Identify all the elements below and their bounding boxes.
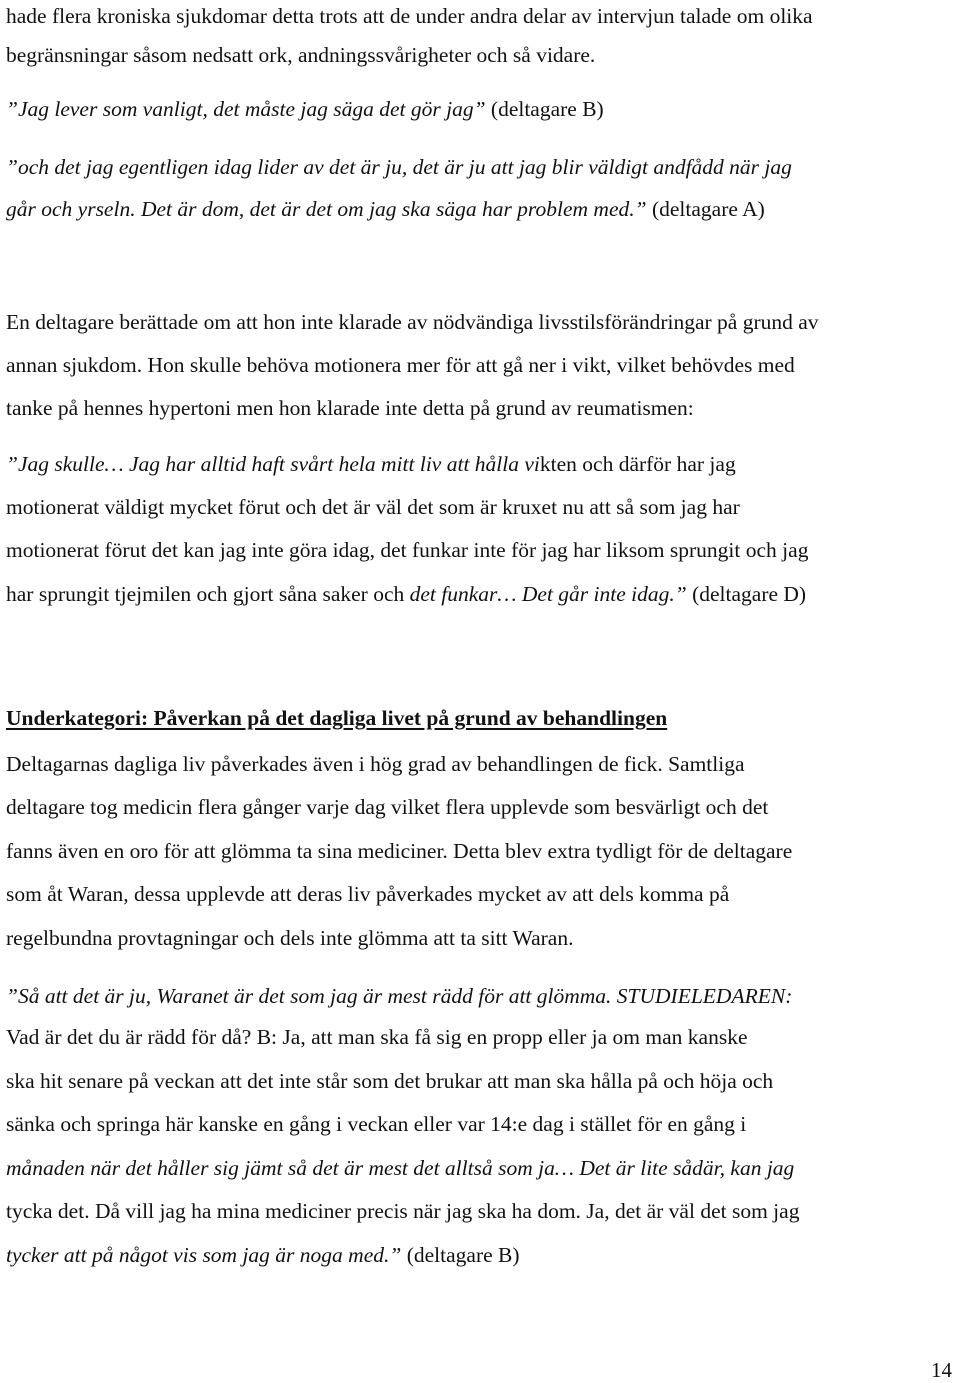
text-segment: Deltagarnas dagliga liv påverkades även i hög grad av behandlingen de fick. Samtliga (6, 752, 745, 776)
text-segment: motionerat förut det kan jag inte göra idag, det funkar inte för jag har liksom sprungit och jag (6, 538, 809, 562)
text-segment: (deltagare D) (686, 582, 807, 606)
text-segment: motionerat väldigt mycket förut och det är väl det som är kruxet nu att så som jag har (6, 495, 740, 519)
italic-quote-segment: ”och det jag egentligen idag lider av det är ju, det är ju att jag blir väldigt andfådd när jag (6, 155, 792, 179)
text-segment: Vad är det du är rädd för då? B: Ja, att man ska få sig en propp eller ja om man kanske (6, 1025, 748, 1049)
italic-quote-segment: ”Jag skulle… Jag har alltid haft svårt hela mitt liv att hålla vi (6, 452, 540, 476)
text-line (6, 838, 792, 864)
text-segment: sänka och springa här kanske en gång i veckan eller var 14:e dag i stället för en gång i (6, 1112, 747, 1136)
text-line (6, 881, 729, 907)
section-heading (6, 705, 667, 731)
italic-quote-segment: ”Så att det är ju, Waranet är det som jag är mest rädd för att glömma. STUDIELEDAREN: (6, 984, 793, 1008)
text-line (6, 1198, 799, 1224)
italic-quote-segment: ”Jag lever som vanligt, det måste jag säga det gör jag” (6, 97, 486, 121)
italic-quote-segment: går och yrseln. Det är dom, det är det om jag ska säga har problem med.” (6, 197, 647, 221)
italic-quote-segment: tycker att på något vis som jag är noga med.” (6, 1243, 402, 1267)
text-segment: fanns även en oro för att glömma ta sina mediciner. Detta blev extra tydligt för de deltagare (6, 839, 793, 863)
text-segment: tycka det. Då vill jag ha mina mediciner precis när jag ska ha dom. Ja, det är väl det som jag (6, 1199, 800, 1223)
text-line (6, 309, 819, 335)
text-line (6, 395, 694, 421)
text-line (6, 451, 736, 477)
text-line (6, 925, 573, 951)
text-segment: hade flera kroniska sjukdomar detta trots att de under andra delar av intervjun talade om olika (6, 4, 813, 28)
text-line (6, 96, 604, 122)
italic-quote-segment: det funkar… Det går inte idag.” (409, 582, 687, 606)
text-line (6, 196, 765, 222)
text-segment: (deltagare A) (646, 197, 765, 221)
italic-quote-segment: månaden när det håller sig jämt så det är mest det alltså som ja… Det är lite sådär, kan jag (6, 1156, 795, 1180)
text-line (6, 3, 813, 29)
text-line (6, 42, 595, 68)
text-segment: kten och därför har jag (539, 452, 736, 476)
text-segment: annan sjukdom. Hon skulle behöva motionera mer för att gå ner i vikt, vilket behövdes med (6, 353, 795, 377)
text-segment: regelbundna provtagningar och dels inte glömma att ta sitt Waran. (6, 926, 574, 950)
text-line (6, 1024, 748, 1050)
text-line (6, 537, 808, 563)
text-segment: (deltagare B) (401, 1243, 520, 1267)
text-segment: En deltagare berättade om att hon inte klarade av nödvändiga livsstilsförändringar på grund av (6, 310, 819, 334)
text-line (6, 1068, 773, 1094)
text-segment: ska hit senare på veckan att det inte står som det brukar att man ska hålla på och höja och (6, 1069, 774, 1093)
text-segment: deltagare tog medicin flera gånger varje dag vilket flera upplevde som besvärligt och det (6, 795, 769, 819)
text-line (6, 751, 745, 777)
text-segment: (deltagare B) (485, 97, 604, 121)
text-line (6, 581, 806, 607)
text-segment: som åt Waran, dessa upplevde att deras liv påverkades mycket av att dels komma på (6, 882, 730, 906)
text-segment: begränsningar såsom nedsatt ork, andningssvårigheter och så vidare. (6, 43, 596, 67)
text-line (6, 1155, 794, 1181)
text-line (6, 794, 768, 820)
text-line (6, 983, 792, 1009)
text-line (6, 1111, 746, 1137)
text-line (6, 494, 740, 520)
page-number: 14 (931, 1358, 952, 1382)
text-line (6, 1242, 520, 1268)
text-segment: har sprungit tjejmilen och gjort såna saker och (6, 582, 410, 606)
text-line (6, 352, 795, 378)
text-segment: tanke på hennes hypertoni men hon klarade inte detta på grund av reumatismen: (6, 396, 694, 420)
text-segment: Underkategori: Påverkan på det dagliga livet på grund av behandlingen (6, 706, 668, 730)
text-line (6, 154, 792, 180)
